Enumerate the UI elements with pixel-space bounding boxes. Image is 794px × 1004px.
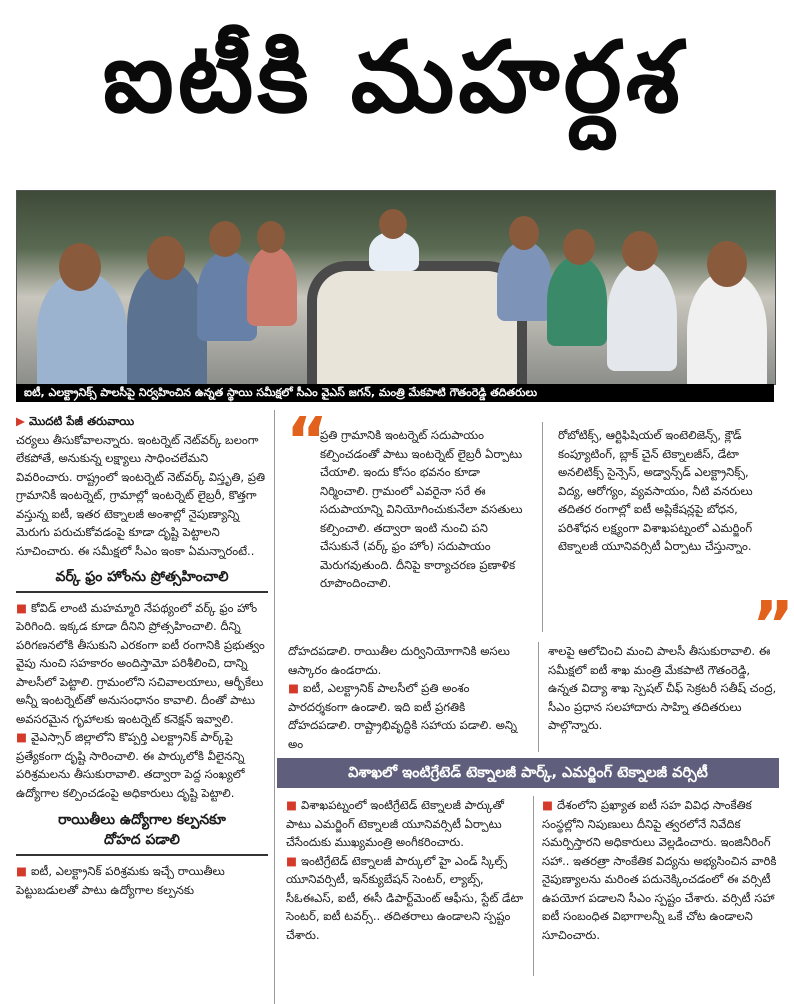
column-divider: [274, 410, 275, 1004]
photo-caption: ఐటీ, ఎలక్ట్రానిక్స్ పాలసీపై నిర్వహించిన ఉన్నత స్థాయి సమీక్షలో సీఎం వైఎస్ జగన్, మంత్రి మేకపాటి గౌతంరెడ్డి తదితరులు: [16, 384, 774, 402]
bullet-paragraph: [16, 862, 268, 899]
quote-left-text: ప్రతి గ్రామానికి ఇంటర్నెట్ సదుపాయం కల్పించడంతో పాటు ఇంటర్నెట్ లైబ్రరీ ఏర్పాటు చేయాలి. ఇందు కోసం భవనం కూడా నిర్మించాలి. గ్రామంలో ఎవరైనా సరే ఈ సదుపాయాన్ని వినియోగించుకునేలా వసతులు కల్పించాలి. తద్వారా ఇంటి నుంచి పని చేసుకునే (వర్క్ ఫ్రం హోం) సదుపాయం మెరుగవుతుంది. దీనిపై కార్యాచరణ ప్రణాళిక రూపొందించాలి.: [320, 428, 523, 590]
subhead-line: రాయితీలు ఉద్యోగాల కల్పనకూ: [58, 812, 226, 828]
bullet-paragraph: [286, 796, 526, 852]
continued-text: మొదటి పేజీ తరువాయి: [28, 414, 135, 428]
section-banner: విశాఖలో ఇంటిగ్రేటెడ్ టెక్నాలజీ పార్క్, ఎమర్జింగ్ టెక్నాలజీ వర్సిటీ: [277, 758, 779, 788]
quote-right-text: రోబోటిక్స్, ఆర్టిఫిషియల్ ఇంటెలిజెన్స్, క్లౌడ్ కంప్యూటింగ్, బ్లాక్ చైన్ టెక్నాలజీస్, డేటా అనలిటిక్స్ సైన్సెస్, అడ్వాన్స్‌డ్ ఎలక్ట్రానిక్స్, విద్య, ఆరోగ్యం, వ్యవసాయం, నీటి వనరులు తదితర రంగాల్లో ఐటీ అప్లికేషన్లపై బోధన, పరిశోధన లక్ష్యంగా విశాఖపట్నంలో ఎమర్జింగ్ టెక్నాలజీ యూనివర్సిటీ ఏర్పాటు చేస్తున్నాం.: [558, 428, 753, 553]
right-column: శాలపై ఆలోచించి మంచి పాలసీ తీసుకురావాలి. ఈ సమీక్షలో ఐటీ శాఖ మంత్రి మేకపాటి గౌతంరెడ్డి, ఉన్నత విద్యా శాఖ స్పెషల్ చీఫ్ సెక్రటరీ సతీష్ చంద్ర, సీఎం ప్రధాన సలహాదారు సాహ్ని తదితరులు పాల్గొన్నారు.: [548, 644, 777, 732]
bullet-paragraph: [286, 852, 526, 945]
close-quote-icon: ”: [752, 589, 794, 663]
bottom-right-column: [542, 796, 778, 1002]
column-divider: [533, 796, 534, 976]
square-bullet-icon: ■: [288, 681, 299, 695]
open-quote-icon: “: [286, 405, 329, 479]
bullet-text: ఐటీ, ఎలక్ట్రానిక్ పాలసీలో ప్రతి అంశం పారదర్శకంగా ఉండాలి. ఇది ఐటీ ప్రగతికి దోహదపడాలి. రాష్ట్రాభివృద్ధికి సహాయ పడాలి. అన్ని అం: [288, 681, 517, 751]
column-divider: [538, 642, 539, 752]
bullet-text: విశాఖపట్నంలో ఇంటిగ్రేటెడ్ టెక్నాలజీ పార్కుతో పాటు ఎమర్జింగ్ టెక్నాలజీ యూనివర్సిటీ ఏర్పాటు చేసేందుకు ముఖ్యమంత్రి అంగీకరించారు.: [286, 798, 504, 849]
bullet-text: దేశంలోని ప్రఖ్యాత ఐటీ సహ వివిధ సాంకేతిక సంస్థల్లోని నిపుణులు దీనిపై త్వరలోనే నివేదిక సమర్పిస్తారని అధికారులు వెల్లడించారు. ఇంజినీరింగ్ సహా.. ఇతరత్రా సాంకేతిక విద్యను అభ్యసించిన వారికి నైపుణ్యాలను మరింత పదునెక్కించడంలో ఈ వర్సిటీ ఉపయోగ పడాలని సీఎం స్పష్టం చేశారు. వర్సిటీ సహా ఐటీ సంబంధిత విభాగాలన్నీ ఒకే చోట ఉండాలని సూచించారు.: [542, 798, 777, 942]
subhead-work-from-home: వర్క్ ఫ్రం హోంను ప్రోత్సహించాలి: [16, 566, 268, 593]
subhead-line: దోహద పడాలి: [104, 832, 180, 848]
bullet-text: ఇంటిగ్రేటెడ్ టెక్నాలజీ పార్కులో హై ఎండ్ స్కిల్స్ యూనివర్సిటీ, ఇన్‌క్యుబేషన్ సెంటర్, ల్యాబ్స్, సీఓఈఎస్, ఐటీ, ఈసీ డిపార్ట్‌మెంట్ ఆఫీసు, స్టేట్ డేటా సెంటర్, ఐటీ టవర్స్.. తదితరాలు ఉండాలని స్పష్టం చేశారు.: [286, 853, 524, 942]
triangle-icon: ▶: [16, 414, 29, 428]
bullet-text: వైఎస్సార్ జిల్లాలోని కొప్పర్తి ఎలక్ట్రానిక్ పార్క్‌పై ప్రత్యేకంగా దృష్టి సారించాలి. ఈ పార్కులోకి వీలైనన్ని పరిశ్రమలను తీసుకురావాలి. తద్వారా పెద్ద సంఖ్యలో ఉద్యోగాల కల్పించడంపై అధికారులు దృష్టి పెట్టాలి.: [16, 730, 245, 800]
meeting-photo: [16, 190, 776, 385]
bottom-left-column: [286, 796, 526, 1002]
quote-divider: [542, 422, 543, 632]
bullet-paragraph: [16, 599, 268, 729]
continued-label: [16, 412, 268, 431]
subhead-incentives: [16, 808, 268, 856]
intro-paragraph: చర్యలు తీసుకోవాలన్నారు. ఇంటర్నెట్ నెట్‌వర్క్ బలంగా లేకపోతే, అనుకున్న లక్ష్యాలు సాధించలేమని వివరించారు. రాష్ట్రంలో ఇంటర్నెట్ నెట్‌వర్క్ విస్తృతి, ప్రతి గ్రామానికీ ఇంటర్నెట్, గ్రామాల్లో ఇంటర్నెట్ లైబ్రరీ, కొత్తగా వస్తున్న ఐటీ, ఇతర టెక్నాలజీ అంశాల్లో నైపుణ్యాన్ని మెరుగు పరుచుకోవడంపై కూడా దృష్టి పెట్టాలని సూచించారు. ఈ సమీక్షలో సీఎం ఇంకా ఏమన్నారంటే..: [16, 432, 266, 558]
mid-column: [288, 642, 528, 752]
square-bullet-icon: ■: [286, 853, 297, 868]
bullet-text: కోవిడ్ లాంటి మహమ్మారి నేపథ్యంలో వర్క్ ఫ్రం హోం పెరిగింది. ఇక్కడ కూడా దీనిని ప్రోత్సహించాలి. దీన్ని పరిగణనలోకి తీసుకుని ఎరకంగా ఐటీ రంగానికి ప్రభుత్వం వైపు నుంచి సహకారం అందిస్తామో పరిశీలించి, దాన్ని పాలసీలో పెట్టాలి. గ్రామంలోని సచివాలయాలు, ఆర్బీకేలు అన్నీ ఇంటర్నెట్‌తో అనుసంధానం కావాలి. దీంతో పాటు అవసరమైన గృహాలకు ఇంటర్నెట్ కనెక్షన్ ఇవ్వాలి.: [16, 600, 265, 726]
square-bullet-icon: ■: [16, 730, 27, 744]
bullet-paragraph: [288, 679, 528, 753]
mid-continued-text: దోహదపడాలి. రాయితీల దుర్వినియోగానికి అసలు ఆస్కారం ఉండరాదు.: [288, 644, 510, 677]
left-column: [16, 412, 268, 1004]
page-headline: ఐటీకి మహర్దశ: [102, 21, 684, 135]
square-bullet-icon: ■: [542, 798, 553, 812]
bullet-text: ఐటీ, ఎలక్ట్రానిక్ పరిశ్రమకు ఇచ్చే రాయితీలు పెట్టుబడులతో పాటు ఉద్యోగాల కల్పనకు: [16, 864, 225, 897]
square-bullet-icon: ■: [286, 798, 297, 812]
square-bullet-icon: ■: [16, 600, 27, 615]
bullet-paragraph: [542, 796, 778, 944]
square-bullet-icon: ■: [16, 864, 27, 878]
bullet-paragraph: [16, 728, 268, 802]
